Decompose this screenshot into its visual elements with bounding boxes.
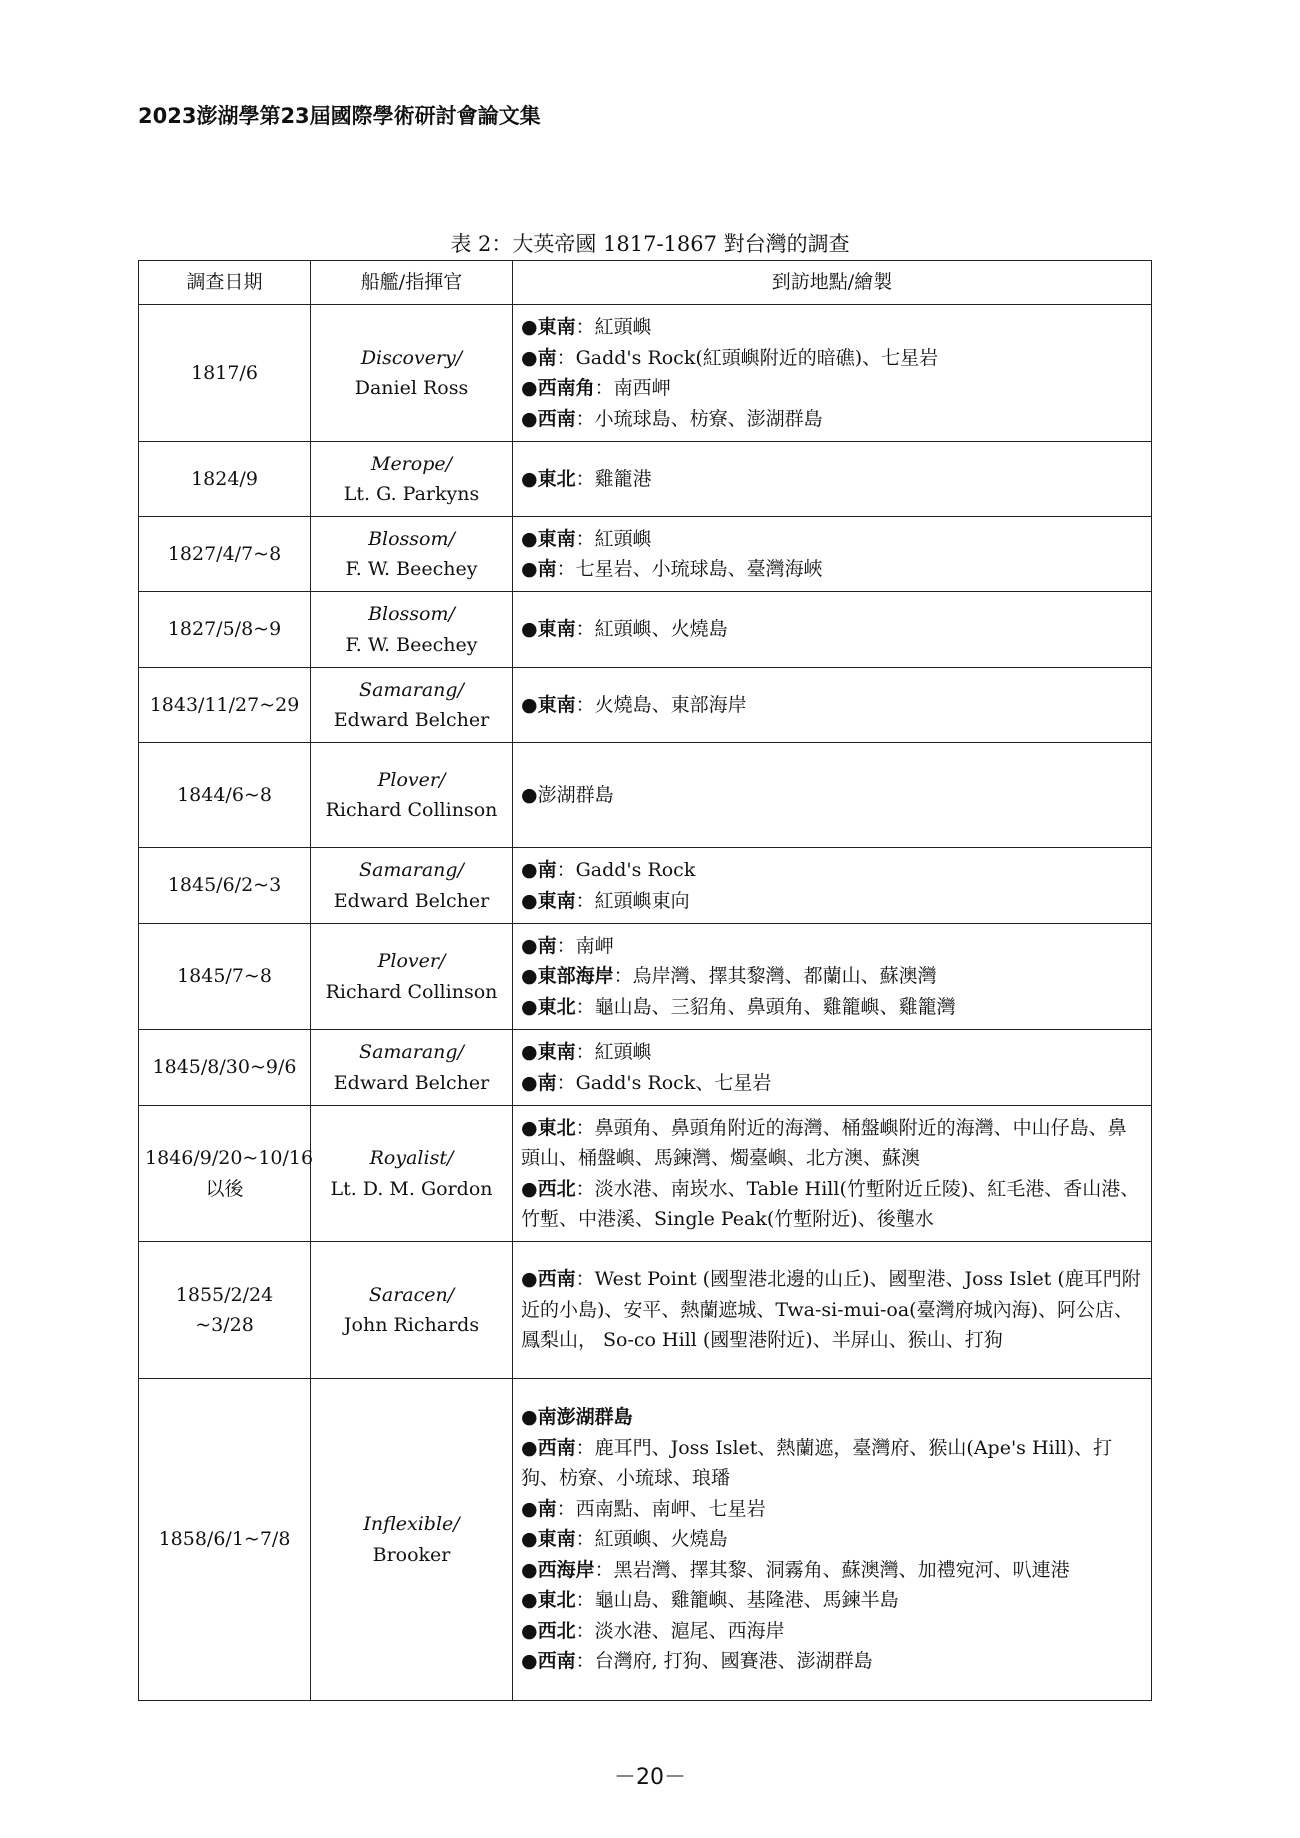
place-entry xyxy=(521,524,1145,555)
survey-table xyxy=(138,260,1152,1701)
place-list: ：鼻頭角、鼻頭角附近的海灣、桶盤嶼附近的海灣、中山仔島、鼻頭山、桶盤嶼、馬鍊灣、燭臺嶼、北方澳、蘇澳 xyxy=(521,1116,1127,1169)
visited-places xyxy=(513,1379,1152,1701)
place-entry xyxy=(521,1264,1145,1356)
table-header-row xyxy=(139,261,1152,305)
region-label: ●東北 xyxy=(521,467,576,490)
page-number: －20－ xyxy=(614,1765,686,1790)
place-list: ：Gadd's Rock(紅頭嶼附近的暗礁)、七星岩 xyxy=(556,346,939,369)
region-label: ●西南 xyxy=(521,407,576,430)
visited-places xyxy=(513,442,1152,517)
visited-places xyxy=(513,848,1152,924)
ship-name: Samarang/ xyxy=(359,678,464,701)
place-list: ：小琉球島、枋寮、澎湖群島 xyxy=(575,407,823,430)
ship-commander xyxy=(311,668,513,743)
place-entry xyxy=(521,961,1145,992)
place-list: ：紅頭嶼 xyxy=(575,316,652,338)
place-list: ：南岬 xyxy=(556,934,614,957)
place-entry xyxy=(521,1113,1145,1174)
region-label: ● xyxy=(521,783,538,806)
ship-name: Blossom/ xyxy=(368,603,455,625)
place-list: ：紅頭嶼、火燒島 xyxy=(575,618,728,641)
place-entry xyxy=(521,690,1145,721)
ship-commander xyxy=(311,1242,513,1379)
place-entry xyxy=(521,780,1145,811)
commander-name: F. W. Beechey xyxy=(345,558,478,580)
place-list: ：黑岩灣、擇其黎、洞霧角、蘇澳灣、加禮宛河、叭連港 xyxy=(594,1558,1070,1581)
region-label: ●西南 xyxy=(521,1268,576,1291)
place-list: ：Gadd's Rock、七星岩 xyxy=(556,1071,772,1094)
region-label: ●東南 xyxy=(521,527,576,550)
visited-places xyxy=(513,517,1152,592)
survey-date xyxy=(139,1379,311,1701)
region-label: ●東南 xyxy=(521,618,576,641)
place-list: ：南西岬 xyxy=(594,377,671,399)
survey-date xyxy=(139,924,311,1030)
place-entry xyxy=(521,1037,1145,1068)
survey-date xyxy=(139,442,311,517)
survey-date xyxy=(139,517,311,592)
date-text: 1845/8/30~9/6 xyxy=(152,1056,297,1079)
table-row xyxy=(139,442,1152,517)
date-text: 1824/9 xyxy=(191,467,258,490)
visited-places xyxy=(513,668,1152,743)
date-text: 1844/6~8 xyxy=(177,783,272,806)
place-entry xyxy=(521,343,1145,374)
table-row xyxy=(139,305,1152,442)
region-label: ●南 xyxy=(521,558,557,580)
table-row xyxy=(139,1030,1152,1106)
visited-places xyxy=(513,1106,1152,1242)
ship-name: Samarang/ xyxy=(359,1041,464,1063)
date-text: 1858/6/1~7/8 xyxy=(158,1528,291,1551)
place-entry xyxy=(521,1524,1145,1555)
date-text: 1817/6 xyxy=(191,361,258,384)
ship-name: Plover/ xyxy=(377,768,446,791)
commander-name: Edward Belcher xyxy=(333,709,490,731)
region-label: ●東南 xyxy=(521,1528,576,1551)
place-entry xyxy=(521,614,1145,645)
region-label: ●東北 xyxy=(521,995,576,1018)
region-label: ●東南 xyxy=(521,889,576,912)
place-entry xyxy=(521,1068,1145,1099)
survey-date xyxy=(139,1242,311,1379)
visited-places xyxy=(513,592,1152,668)
region-label: ●西北 xyxy=(521,1177,576,1200)
commander-name: John Richards xyxy=(343,1314,480,1336)
place-list: 澎湖群島 xyxy=(537,783,614,806)
ship-commander xyxy=(311,924,513,1030)
place-entry xyxy=(521,855,1145,886)
place-list: ：火燒島、東部海岸 xyxy=(575,693,747,716)
survey-date xyxy=(139,743,311,848)
date-text: 1827/5/8~9 xyxy=(167,618,282,641)
region-label: ●南澎湖群島 xyxy=(521,1406,633,1429)
running-header: 2023澎湖學第23屆國際學術研討會論文集 xyxy=(138,104,541,128)
date-text: 1827/4/7~8 xyxy=(167,542,282,565)
table-row xyxy=(139,1379,1152,1701)
commander-name: Daniel Ross xyxy=(354,377,469,399)
place-list: ：紅頭嶼東向 xyxy=(575,889,690,912)
commander-name: F. W. Beechey xyxy=(345,633,478,656)
visited-places xyxy=(513,924,1152,1030)
region-label: ●西南 xyxy=(521,1436,576,1459)
region-label: ●南 xyxy=(521,934,557,957)
table-row xyxy=(139,924,1152,1030)
table-caption: 表 2：大英帝國 1817-1867 對台灣的調查 xyxy=(450,232,850,256)
visited-places xyxy=(513,1030,1152,1106)
ship-name: Samarang/ xyxy=(359,859,464,881)
table-row xyxy=(139,1242,1152,1379)
table-row xyxy=(139,592,1152,668)
date-text: 1845/7~8 xyxy=(177,965,272,988)
table-row xyxy=(139,668,1152,743)
place-list: ：龜山島、三貂角、鼻頭角、雞籠嶼、雞籠灣 xyxy=(575,995,956,1018)
place-entry xyxy=(521,1494,1145,1525)
ship-commander xyxy=(311,1106,513,1242)
region-label: ●西海岸 xyxy=(521,1558,595,1581)
region-label: ●東北 xyxy=(521,1589,576,1612)
ship-name: Saracen/ xyxy=(368,1283,455,1306)
column-header: 船艦/指揮官 xyxy=(311,261,513,305)
place-entry xyxy=(521,1616,1145,1647)
region-label: ●南 xyxy=(521,1497,557,1520)
date-text: 1855/2/24 ~3/28 xyxy=(175,1283,274,1336)
ship-commander xyxy=(311,743,513,848)
place-list: ：淡水港、南崁水、Table Hill(竹塹附近丘陵)、紅毛港、香山港、竹塹、中港溪、Single Peak(竹塹附近)、後壟水 xyxy=(521,1177,1140,1230)
region-label: ●南 xyxy=(521,859,557,881)
place-entry xyxy=(521,1555,1145,1586)
ship-name: Merope/ xyxy=(370,452,453,475)
place-entry xyxy=(521,931,1145,962)
region-label: ●東南 xyxy=(521,693,576,716)
ship-commander xyxy=(311,305,513,442)
place-list: ：紅頭嶼 xyxy=(575,527,652,550)
place-list: ：西南點、南岬、七星岩 xyxy=(556,1497,766,1520)
place-list: ：淡水港、滬尾、西海岸 xyxy=(575,1619,785,1642)
ship-commander xyxy=(311,442,513,517)
region-label: ●南 xyxy=(521,1071,557,1094)
ship-name: Inflexible/ xyxy=(363,1513,460,1535)
commander-name: Edward Belcher xyxy=(333,889,490,912)
survey-date xyxy=(139,848,311,924)
visited-places xyxy=(513,743,1152,848)
ship-commander xyxy=(311,517,513,592)
commander-name: Richard Collinson xyxy=(325,799,498,821)
region-label: ●東南 xyxy=(521,316,576,338)
place-list: ：Gadd's Rock xyxy=(556,859,696,881)
commander-name: Lt. D. M. Gordon xyxy=(330,1177,493,1200)
place-list: ：烏岸灣、擇其黎灣、都蘭山、蘇澳灣 xyxy=(613,965,937,988)
survey-date xyxy=(139,668,311,743)
place-entry xyxy=(521,886,1145,917)
region-label: ●南 xyxy=(521,346,557,369)
date-text: 1843/11/27~29 xyxy=(149,693,300,716)
place-list: ：紅頭嶼 xyxy=(575,1041,652,1063)
visited-places xyxy=(513,1242,1152,1379)
table-row xyxy=(139,1106,1152,1242)
survey-date xyxy=(139,1106,314,1242)
commander-name: Lt. G. Parkyns xyxy=(343,483,480,505)
visited-places xyxy=(513,305,1152,442)
place-list: ：雞籠港 xyxy=(575,467,652,490)
region-label: ●西南角 xyxy=(521,377,595,399)
place-entry xyxy=(521,1402,1145,1433)
place-list: ：台灣府, 打狗、國賽港、澎湖群島 xyxy=(575,1650,873,1673)
ship-commander xyxy=(311,592,513,668)
place-list: ：七星岩、小琉球島、臺灣海峽 xyxy=(556,558,823,580)
date-text: 1846/9/20~10/16 以後 xyxy=(145,1147,314,1200)
region-label: ●西北 xyxy=(521,1619,576,1642)
ship-commander xyxy=(311,1379,513,1701)
commander-name: Edward Belcher xyxy=(333,1071,490,1094)
place-list: ：West Point (國聖港北邊的山丘)、國聖港、Joss Islet (鹿耳門附近的小島)、安平、熱蘭遮城、Twa-si-mui-oa(臺灣府城內海)、阿公店、鳳梨山， So-co Hill (國聖港附近)、半屏山、猴山、打狗 xyxy=(521,1268,1141,1352)
region-label: ●東北 xyxy=(521,1116,576,1139)
place-entry xyxy=(521,464,1145,495)
table-row xyxy=(139,743,1152,848)
place-list: ：龜山島、雞籠嶼、基隆港、馬鍊半島 xyxy=(575,1589,899,1612)
ship-name: Blossom/ xyxy=(368,527,455,550)
column-header: 調查日期 xyxy=(139,261,311,305)
place-entry xyxy=(521,1646,1145,1677)
table-row xyxy=(139,517,1152,592)
region-label: ●西南 xyxy=(521,1650,576,1673)
place-entry xyxy=(521,312,1145,343)
place-list: ：紅頭嶼、火燒島 xyxy=(575,1528,728,1551)
region-label: ●東南 xyxy=(521,1041,576,1063)
ship-commander xyxy=(311,1030,513,1106)
place-entry xyxy=(521,554,1145,585)
place-entry xyxy=(521,373,1145,404)
place-entry xyxy=(521,1174,1145,1235)
place-list: ：鹿耳門、Joss Islet、熱蘭遮，臺灣府、猴山(Ape's Hill)、打狗、枋寮、小琉球、琅璠 xyxy=(521,1436,1113,1490)
region-label: ●東部海岸 xyxy=(521,965,614,988)
ship-name: Plover/ xyxy=(377,950,446,972)
ship-name: Discovery/ xyxy=(360,346,463,369)
commander-name: Richard Collinson xyxy=(325,980,498,1003)
commander-name: Brooker xyxy=(372,1543,451,1566)
ship-commander xyxy=(311,848,513,924)
column-header: 到訪地點/繪製 xyxy=(513,261,1152,305)
survey-date xyxy=(139,592,311,668)
date-text: 1845/6/2~3 xyxy=(167,874,282,897)
table-row xyxy=(139,848,1152,924)
place-entry xyxy=(521,1585,1145,1616)
place-entry xyxy=(521,1433,1145,1494)
survey-date xyxy=(139,1030,311,1106)
survey-date xyxy=(139,305,311,442)
place-entry xyxy=(521,404,1145,435)
ship-name: Royalist/ xyxy=(369,1147,454,1169)
place-entry xyxy=(521,992,1145,1023)
